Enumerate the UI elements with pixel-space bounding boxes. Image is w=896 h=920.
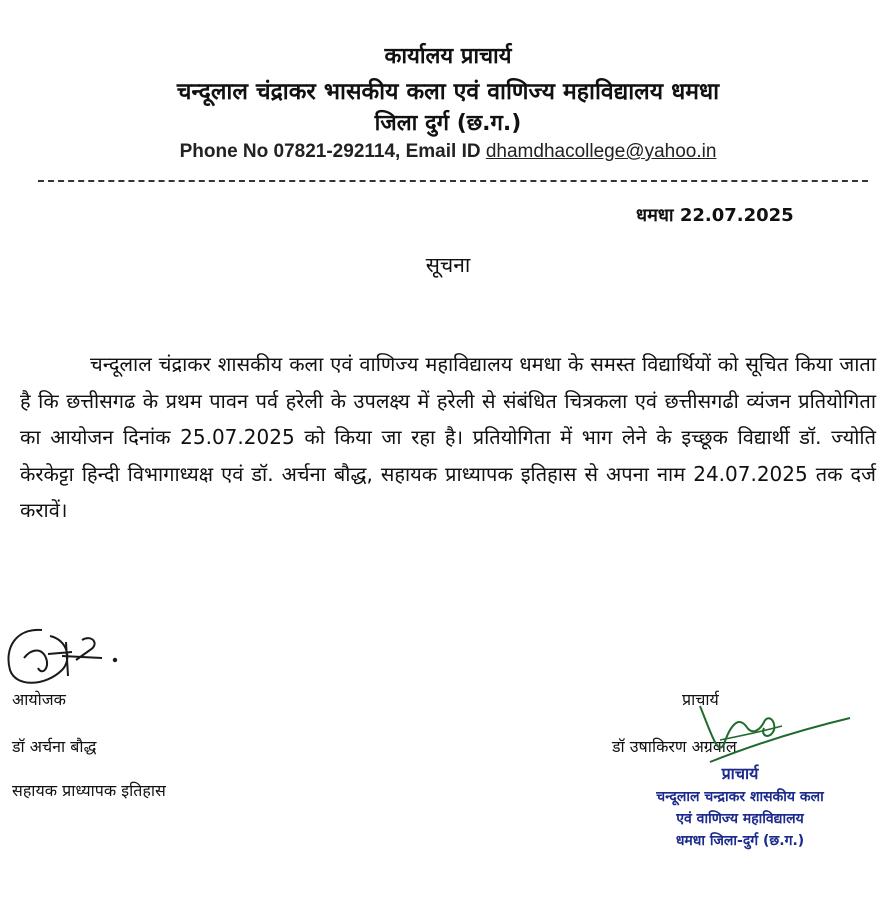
organizer-role: आयोजक: [12, 690, 66, 709]
college-name: चन्दूलाल चंद्राकर भासकीय कला एवं वाणिज्य महाविद्यालय धमधा: [176, 79, 720, 105]
district-line: जिला दुर्ग (छ.ग.): [374, 111, 522, 136]
organizer-designation: सहायक प्राध्यापक इतिहास: [12, 781, 166, 800]
office-heading: कार्यालय प्राचार्य: [384, 44, 512, 69]
email-link[interactable]: dhamdhacollege@yahoo.in: [485, 141, 717, 162]
principal-role: प्राचार्य: [682, 690, 719, 709]
notice-body: चन्दूलाल चंद्राकर शासकीय कला एवं वाणिज्य महाविद्यालय धमधा के समस्त विद्यार्थियों को सूचित किया जाता है कि छत्तीसगढ के प्रथम पावन पर्व हरेली के उपलक्ष्य में हरेली से संबंधित चित्रकला एवं छत्तीसगढी व्यंजन प्रतियोगिता का आयोजन दिनांक 25.07.2025 को किया जा रहा है। प्रतियोगिता में भाग लेने के इच्छूक विद्यार्थी डॉ. ज्योति केरकेट्टा हिन्दी विभागाध्यक्ष एवं डॉ. अर्चना बौद्ध, सहायक प्राध्यापक इतिहास से अपना नाम 24.07.2025 तक दर्ज करावें।: [20, 352, 876, 522]
principal-name: डॉ उषाकिरण अग्रवाल: [612, 737, 737, 756]
stamp-line-2: एवं वाणिज्य महाविद्यालय: [676, 811, 804, 827]
stamp-line-3: धमधा जिला-दुर्ग (छ.ग.): [675, 833, 805, 849]
organizer-signature: [2, 618, 132, 698]
notice-title: सूचना: [425, 253, 471, 277]
date-line: धमधा 22.07.2025: [636, 205, 794, 226]
contact-line: [0, 141, 896, 163]
stamp-line-1: चन्दूलाल चन्द्राकर शासकीय कला: [656, 789, 824, 805]
stamp-title: प्राचार्य: [721, 764, 759, 783]
organizer-name: डॉ अर्चना बौद्ध: [12, 737, 97, 756]
header-divider: [38, 180, 868, 182]
phone-text: Phone No 07821-292114, Email ID: [179, 141, 486, 162]
